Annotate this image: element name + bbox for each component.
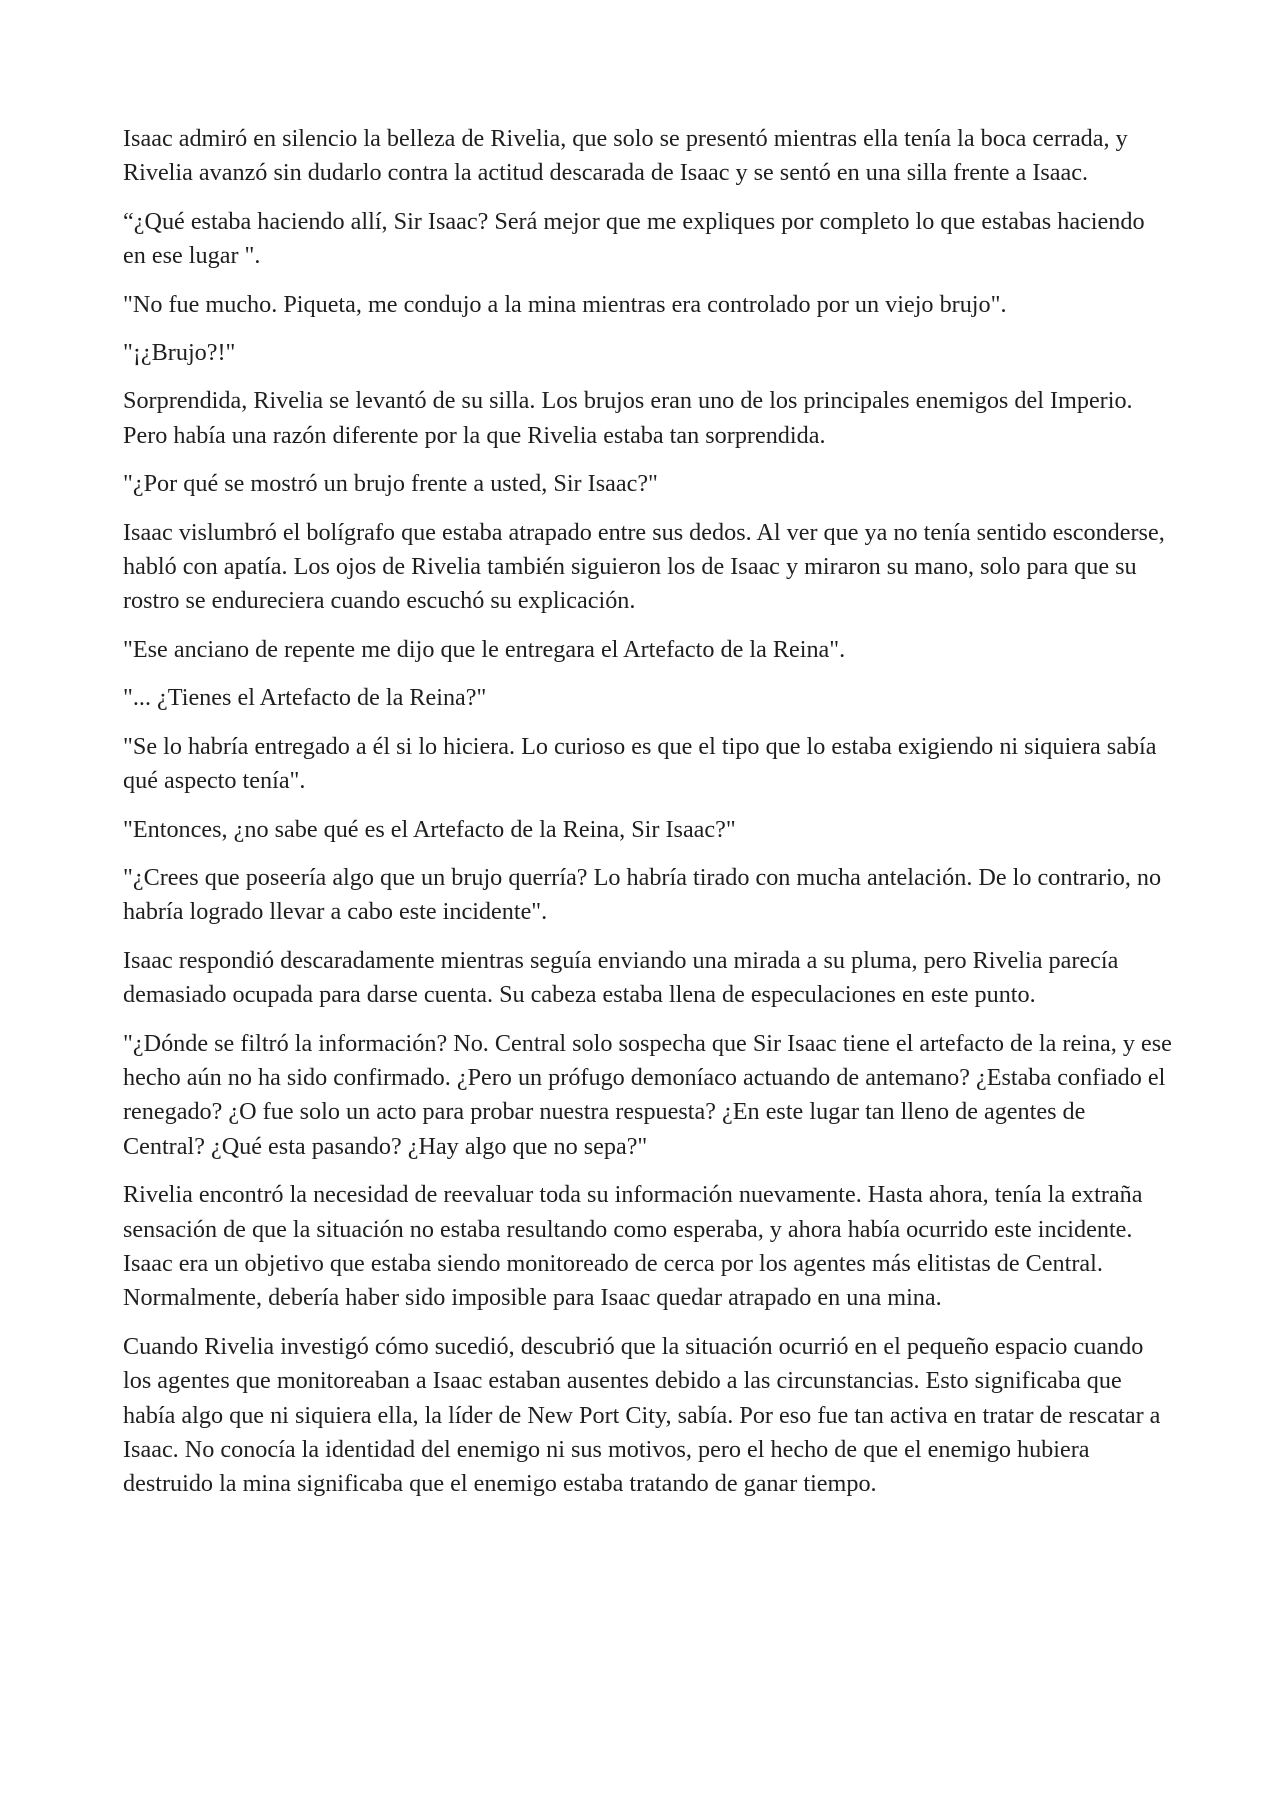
paragraph-13: Isaac respondió descaradamente mientras seguía enviando una mirada a su pluma, pero Rivelia parecía demasiado ocupada para darse cuenta. Su cabeza estaba llena de especulaciones en este punto.	[123, 946, 1119, 1009]
paragraph-5: Sorprendida, Rivelia se levantó de su silla. Los brujos eran uno de los principales enemigos del Imperio. Pero había una razón diferente por la que Rivelia estaba tan sorprendida.	[123, 387, 1133, 449]
paragraph-16: Cuando Rivelia investigó cómo sucedió, descubrió que la situación ocurrió en el pequeño espacio cuando los agentes que monitoreaban a Isaac estaban ausentes debido a las circunstancias. Esto significaba que había algo que ni siquiera ella, la líder de New Port City, sabía. Por eso fue tan activa en tratar de rescatar a Isaac. No conocía la identidad del enemigo ni sus motivos, pero el hecho de que el enemigo hubiera destruido la mina significaba que el enemigo estaba tratando de ganar tiempo.	[123, 1332, 1161, 1498]
paragraph-7: Isaac vislumbró el bolígrafo que estaba atrapado entre sus dedos. Al ver que ya no tenía sentido esconderse, habló con apatía. Los ojos de Rivelia también siguieron los de Isaac y miraron su mano, solo para que su rostro se endureciera cuando escuchó su explicación.	[123, 518, 1165, 615]
paragraph-4: "¡¿Brujo?!"	[123, 339, 236, 367]
paragraph-1: Isaac admiró en silencio la belleza de Rivelia, que solo se presentó mientras ella tenía la boca cerrada, y Rivelia avanzó sin dudarlo contra la actitud descarada de Isaac y se sentó en una silla frente a Isaac.	[123, 125, 1128, 187]
paragraph-14: "¿Dónde se filtró la información? No. Central solo sospecha que Sir Isaac tiene el artefacto de la reina, y ese hecho aún no ha sido confirmado. ¿Pero un prófugo demoníaco actuando de antemano? ¿Estaba confiado el renegado? ¿O fue solo un acto para probar nuestra respuesta? ¿En este lugar tan lleno de agentes de Central? ¿Qué esta pasando? ¿Hay algo que no sepa?"	[123, 1029, 1172, 1160]
paragraph-10: "Se lo habría entregado a él si lo hiciera. Lo curioso es que el tipo que lo estaba exigiendo ni siquiera sabía qué aspecto tenía".	[123, 732, 1157, 795]
paragraph-9: "... ¿Tienes el Artefacto de la Reina?"	[123, 684, 487, 712]
paragraph-2: “¿Qué estaba haciendo allí, Sir Isaac? Será mejor que me expliques por completo lo que estabas haciendo en ese lugar ".	[123, 207, 1145, 270]
paragraph-15: Rivelia encontró la necesidad de reevaluar toda su información nuevamente. Hasta ahora, tenía la extraña sensación de que la situación no estaba resultando como esperaba, y ahora había ocurrido este incidente. Isaac era un objetivo que estaba siendo monitoreado de cerca por los agentes más elitistas de Central. Normalmente, debería haber sido imposible para Isaac quedar atrapado en una mina.	[123, 1181, 1143, 1312]
paragraph-8: "Ese anciano de repente me dijo que le entregara el Artefacto de la Reina".	[123, 635, 846, 663]
document-body	[123, 122, 1173, 1516]
paragraph-3: "No fue mucho. Piqueta, me condujo a la mina mientras era controlado por un viejo brujo".	[123, 290, 1007, 318]
paragraph-11: "Entonces, ¿no sabe qué es el Artefacto de la Reina, Sir Isaac?"	[123, 815, 736, 843]
paragraph-6: "¿Por qué se mostró un brujo frente a usted, Sir Isaac?"	[123, 470, 658, 498]
paragraph-12: "¿Crees que poseería algo que un brujo querría? Lo habría tirado con mucha antelación. De lo contrario, no habría logrado llevar a cabo este incidente".	[123, 863, 1162, 926]
